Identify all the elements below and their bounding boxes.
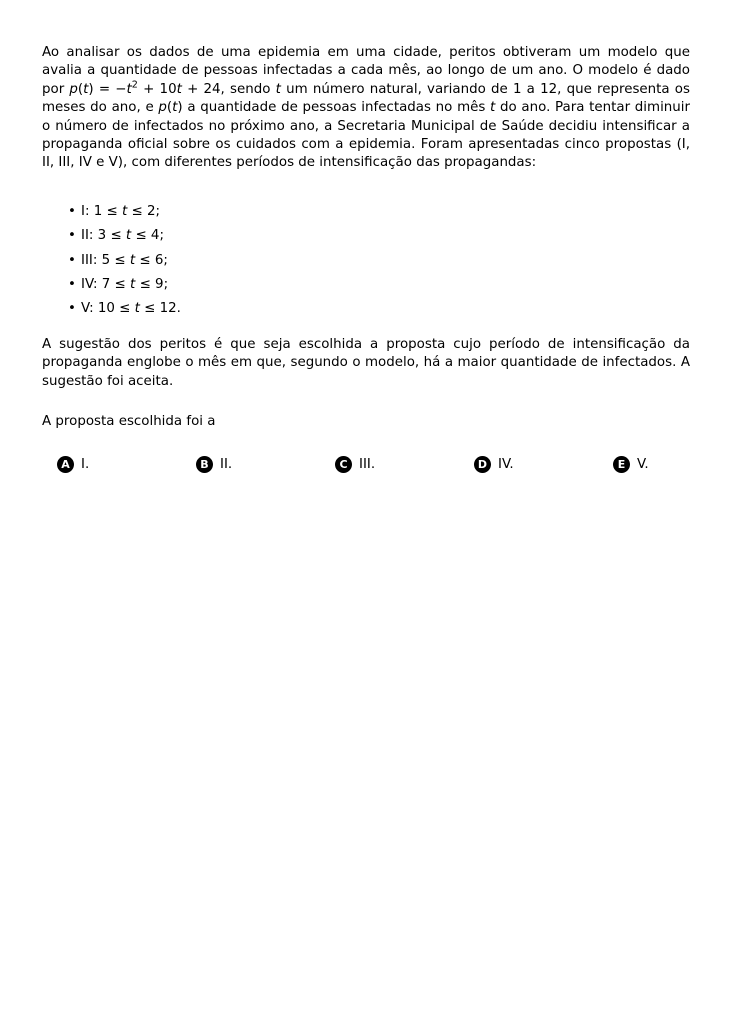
suggestion-paragraph: A sugestão dos peritos é que seja escolhida a proposta cujo período de intensificação da propaganda englobe o mês em que, segundo o modelo, há a maior quantidade de infectados. A sugestão foi aceita.: [42, 336, 690, 389]
answer-option-a[interactable]: [57, 456, 196, 473]
option-a-letter-badge: A: [57, 456, 74, 473]
answer-option-b[interactable]: [196, 456, 335, 473]
option-b-label: II.: [220, 456, 233, 472]
bullet-icon: •: [68, 203, 76, 219]
proposal-text: III: 5 ≤ t ≤ 6;: [81, 252, 168, 268]
list-item: [68, 273, 690, 297]
option-d-label: IV.: [498, 456, 514, 472]
answer-option-d[interactable]: [474, 456, 613, 473]
question-page: [0, 0, 733, 473]
list-item: [68, 249, 690, 273]
bullet-icon: •: [68, 252, 76, 268]
list-item: [68, 297, 690, 321]
list-item: [68, 200, 690, 224]
bullet-icon: •: [68, 228, 76, 244]
option-e-letter-badge: E: [613, 456, 630, 473]
answer-options-row: [42, 456, 690, 473]
proposal-text: IV: 7 ≤ t ≤ 9;: [81, 277, 169, 293]
list-item: [68, 224, 690, 248]
question-prompt: A proposta escolhida foi a: [42, 414, 216, 430]
question-intro-paragraph: Ao analisar os dados de uma epidemia em uma cidade, peritos obtiveram um modelo que avalia a quantidade de pessoas infectadas a cada mês, ao longo de um ano. O modelo é dado por $p(t) = -t^2 + 10t + 24$, sendo t um número natural, variando de 1 a 12, que representa os meses do ano, e p(t) a quantidade de pessoas infectadas no mês t do ano. Para tentar diminuir o número de infectados no próximo ano, a Secretaria Municipal de Saúde decidiu intensificar a propaganda oficial sobre os cuidados com a epidemia. Foram apresentadas cinco propostas (I, II, III, IV e V), com diferentes períodos de intensificação das propagandas:: [42, 45, 690, 171]
option-d-letter-badge: D: [474, 456, 491, 473]
option-e-label: V.: [637, 456, 649, 472]
proposal-text: II: 3 ≤ t ≤ 4;: [81, 228, 164, 244]
proposal-list: [68, 200, 690, 322]
bullet-icon: •: [68, 301, 76, 317]
option-b-letter-badge: B: [196, 456, 213, 473]
proposal-text: I: 1 ≤ t ≤ 2;: [81, 203, 161, 219]
answer-option-c[interactable]: [335, 456, 474, 473]
option-c-label: III.: [359, 456, 376, 472]
option-a-label: I.: [81, 456, 90, 472]
answer-option-e[interactable]: [613, 456, 649, 473]
bullet-icon: •: [68, 277, 76, 293]
option-c-letter-badge: C: [335, 456, 352, 473]
proposal-text: V: 10 ≤ t ≤ 12.: [81, 301, 181, 317]
